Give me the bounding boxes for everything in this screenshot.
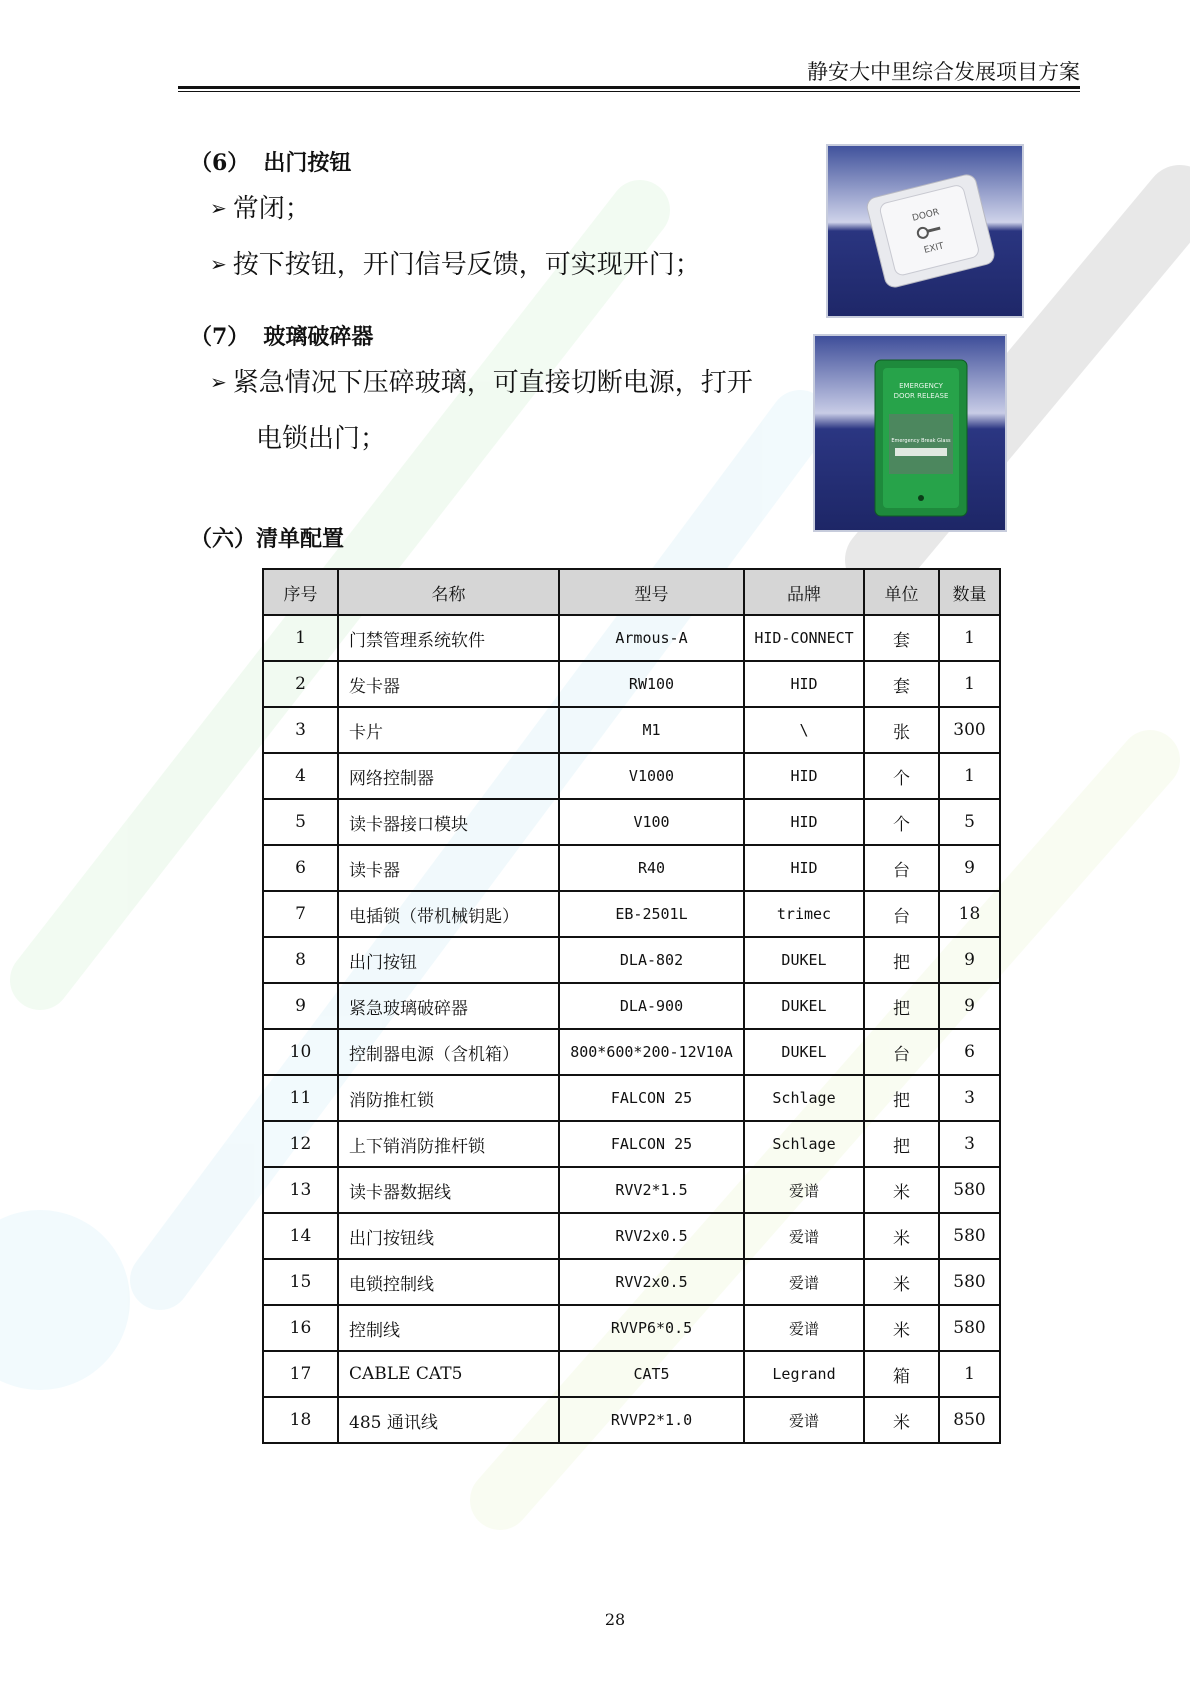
cell-index: 12 — [263, 1121, 338, 1167]
section-7-number: （7） — [190, 324, 250, 350]
cell-model: CAT5 — [559, 1351, 744, 1397]
cell-name: 读卡器接口模块 — [338, 799, 559, 845]
cell-name: 上下销消防推杆锁 — [338, 1121, 559, 1167]
cell-model: M1 — [559, 707, 744, 753]
cell-quantity: 1 — [939, 753, 1000, 799]
cell-unit: 把 — [864, 937, 939, 983]
cell-quantity: 6 — [939, 1029, 1000, 1075]
bullet-arrow-icon: ➢ — [210, 252, 227, 276]
table-row — [263, 1305, 1000, 1351]
exit-button-photo — [826, 144, 1024, 318]
cell-unit: 套 — [864, 615, 939, 661]
section-6-heading — [190, 146, 351, 177]
cell-model: DLA-900 — [559, 983, 744, 1029]
cell-unit: 把 — [864, 1075, 939, 1121]
cell-model: FALCON 25 — [559, 1075, 744, 1121]
break-glass-photo — [813, 334, 1007, 532]
cell-index: 7 — [263, 891, 338, 937]
cell-name: 出门按钮线 — [338, 1213, 559, 1259]
cell-model: RW100 — [559, 661, 744, 707]
bullet-text: 常闭； — [232, 194, 311, 224]
cell-quantity: 1 — [939, 661, 1000, 707]
cell-brand: 爱谱 — [744, 1305, 864, 1351]
cell-name: 485 通讯线 — [338, 1397, 559, 1443]
cell-unit: 台 — [864, 1029, 939, 1075]
list-section-title: （六）清单配置 — [190, 526, 345, 552]
cell-index: 3 — [263, 707, 338, 753]
table-row — [263, 1075, 1000, 1121]
cell-index: 2 — [263, 661, 338, 707]
section-6-bullet-1 — [210, 180, 311, 237]
cell-name: 紧急玻璃破碎器 — [338, 983, 559, 1029]
cell-model: V1000 — [559, 753, 744, 799]
cell-index: 8 — [263, 937, 338, 983]
cell-name: 控制器电源（含机箱） — [338, 1029, 559, 1075]
cell-brand: HID — [744, 799, 864, 845]
cell-name: 出门按钮 — [338, 937, 559, 983]
cell-brand: HID — [744, 753, 864, 799]
cell-model: V100 — [559, 799, 744, 845]
cell-name: 消防推杠锁 — [338, 1075, 559, 1121]
cell-unit: 米 — [864, 1259, 939, 1305]
cell-model: Armous-A — [559, 615, 744, 661]
table-row — [263, 1121, 1000, 1167]
cell-name: CABLE CAT5 — [338, 1351, 559, 1397]
cell-index: 17 — [263, 1351, 338, 1397]
break-glass-label: Emergency Break Glass — [891, 438, 951, 444]
cell-unit: 米 — [864, 1213, 939, 1259]
cell-name: 读卡器数据线 — [338, 1167, 559, 1213]
cell-quantity: 300 — [939, 707, 1000, 753]
cell-unit: 米 — [864, 1305, 939, 1351]
cell-model: RVV2x0.5 — [559, 1213, 744, 1259]
cell-quantity: 1 — [939, 615, 1000, 661]
table-row — [263, 845, 1000, 891]
header-title: 静安大中里综合发展项目方案 — [807, 60, 1080, 84]
table-row — [263, 983, 1000, 1029]
emergency-label: EMERGENCY — [899, 382, 943, 390]
bullet-arrow-icon: ➢ — [210, 196, 227, 220]
cell-unit: 个 — [864, 753, 939, 799]
equipment-list-table — [262, 568, 1001, 1444]
cell-index: 14 — [263, 1213, 338, 1259]
table-row — [263, 937, 1000, 983]
section-6-bullet-2 — [210, 236, 701, 293]
cell-quantity: 9 — [939, 983, 1000, 1029]
section-7-heading — [190, 320, 373, 351]
cell-name: 电插锁（带机械钥匙） — [338, 891, 559, 937]
cell-brand: DUKEL — [744, 983, 864, 1029]
cell-index: 5 — [263, 799, 338, 845]
cell-index: 16 — [263, 1305, 338, 1351]
cell-index: 10 — [263, 1029, 338, 1075]
cell-brand: \ — [744, 707, 864, 753]
table-row — [263, 1029, 1000, 1075]
cell-quantity: 580 — [939, 1259, 1000, 1305]
cell-unit: 个 — [864, 799, 939, 845]
cell-index: 18 — [263, 1397, 338, 1443]
cell-index: 11 — [263, 1075, 338, 1121]
cell-model: DLA-802 — [559, 937, 744, 983]
cell-brand: Schlage — [744, 1075, 864, 1121]
table-row — [263, 707, 1000, 753]
cell-brand: HID — [744, 845, 864, 891]
cell-brand: 爱谱 — [744, 1167, 864, 1213]
table-row — [263, 799, 1000, 845]
cell-index: 9 — [263, 983, 338, 1029]
cell-model: EB-2501L — [559, 891, 744, 937]
bullet-text-continued: 电锁出门； — [256, 424, 387, 454]
table-row — [263, 1167, 1000, 1213]
cell-brand: DUKEL — [744, 937, 864, 983]
table-row — [263, 1259, 1000, 1305]
header-rule — [178, 86, 1080, 92]
table-row — [263, 615, 1000, 661]
section-6-number: （6） — [190, 150, 250, 176]
cell-name: 发卡器 — [338, 661, 559, 707]
cell-unit: 台 — [864, 891, 939, 937]
section-6-title: 出门按钮 — [263, 150, 352, 176]
page-number: 28 — [604, 1610, 626, 1629]
table-row — [263, 661, 1000, 707]
table-row — [263, 1397, 1000, 1443]
cell-unit: 台 — [864, 845, 939, 891]
cell-model: 800*600*200-12V10A — [559, 1029, 744, 1075]
cell-quantity: 9 — [939, 845, 1000, 891]
cell-model: R40 — [559, 845, 744, 891]
cell-brand: DUKEL — [744, 1029, 864, 1075]
cell-model: RVV2x0.5 — [559, 1259, 744, 1305]
cell-brand: 爱谱 — [744, 1213, 864, 1259]
bullet-text: 按下按钮，开门信号反馈，可实现开门； — [232, 250, 701, 280]
cell-quantity: 18 — [939, 891, 1000, 937]
cell-brand: 爱谱 — [744, 1397, 864, 1443]
table-header-row — [263, 569, 1000, 615]
cell-quantity: 580 — [939, 1213, 1000, 1259]
col-header-quantity: 数量 — [939, 569, 1000, 615]
table-row — [263, 1213, 1000, 1259]
cell-quantity: 5 — [939, 799, 1000, 845]
cell-index: 1 — [263, 615, 338, 661]
section-7-bullet-1 — [210, 354, 753, 467]
cell-quantity: 850 — [939, 1397, 1000, 1443]
cell-index: 4 — [263, 753, 338, 799]
bullet-text: 紧急情况下压碎玻璃，可直接切断电源，打开 — [232, 368, 753, 398]
cell-model: RVV2*1.5 — [559, 1167, 744, 1213]
cell-index: 13 — [263, 1167, 338, 1213]
cell-name: 网络控制器 — [338, 753, 559, 799]
cell-unit: 箱 — [864, 1351, 939, 1397]
col-header-unit: 单位 — [864, 569, 939, 615]
cell-unit: 把 — [864, 1121, 939, 1167]
cell-quantity: 580 — [939, 1305, 1000, 1351]
cell-unit: 张 — [864, 707, 939, 753]
cell-quantity: 580 — [939, 1167, 1000, 1213]
table-row — [263, 1351, 1000, 1397]
bullet-arrow-icon: ➢ — [210, 370, 227, 394]
cell-brand: Schlage — [744, 1121, 864, 1167]
col-header-brand: 品牌 — [744, 569, 864, 615]
cell-name: 控制线 — [338, 1305, 559, 1351]
cell-index: 15 — [263, 1259, 338, 1305]
cell-index: 6 — [263, 845, 338, 891]
table-row — [263, 753, 1000, 799]
cell-model: FALCON 25 — [559, 1121, 744, 1167]
cell-brand: HID-CONNECT — [744, 615, 864, 661]
door-release-label: DOOR RELEASE — [893, 392, 949, 400]
cell-quantity: 3 — [939, 1075, 1000, 1121]
exit-label: EXIT — [923, 241, 945, 256]
cell-name: 门禁管理系统软件 — [338, 615, 559, 661]
cell-unit: 米 — [864, 1167, 939, 1213]
cell-quantity: 9 — [939, 937, 1000, 983]
cell-name: 卡片 — [338, 707, 559, 753]
cell-brand: trimec — [744, 891, 864, 937]
cell-quantity: 1 — [939, 1351, 1000, 1397]
table-row — [263, 891, 1000, 937]
cell-quantity: 3 — [939, 1121, 1000, 1167]
section-7-title: 玻璃破碎器 — [263, 324, 374, 350]
cell-unit: 把 — [864, 983, 939, 1029]
cell-name: 电锁控制线 — [338, 1259, 559, 1305]
col-header-model: 型号 — [559, 569, 744, 615]
door-label: DOOR — [911, 207, 941, 224]
cell-brand: HID — [744, 661, 864, 707]
cell-brand: Legrand — [744, 1351, 864, 1397]
cell-model: RVVP6*0.5 — [559, 1305, 744, 1351]
cell-brand: 爱谱 — [744, 1259, 864, 1305]
col-header-name: 名称 — [338, 569, 559, 615]
cell-unit: 套 — [864, 661, 939, 707]
col-header-index: 序号 — [263, 569, 338, 615]
cell-model: RVVP2*1.0 — [559, 1397, 744, 1443]
cell-name: 读卡器 — [338, 845, 559, 891]
cell-unit: 米 — [864, 1397, 939, 1443]
